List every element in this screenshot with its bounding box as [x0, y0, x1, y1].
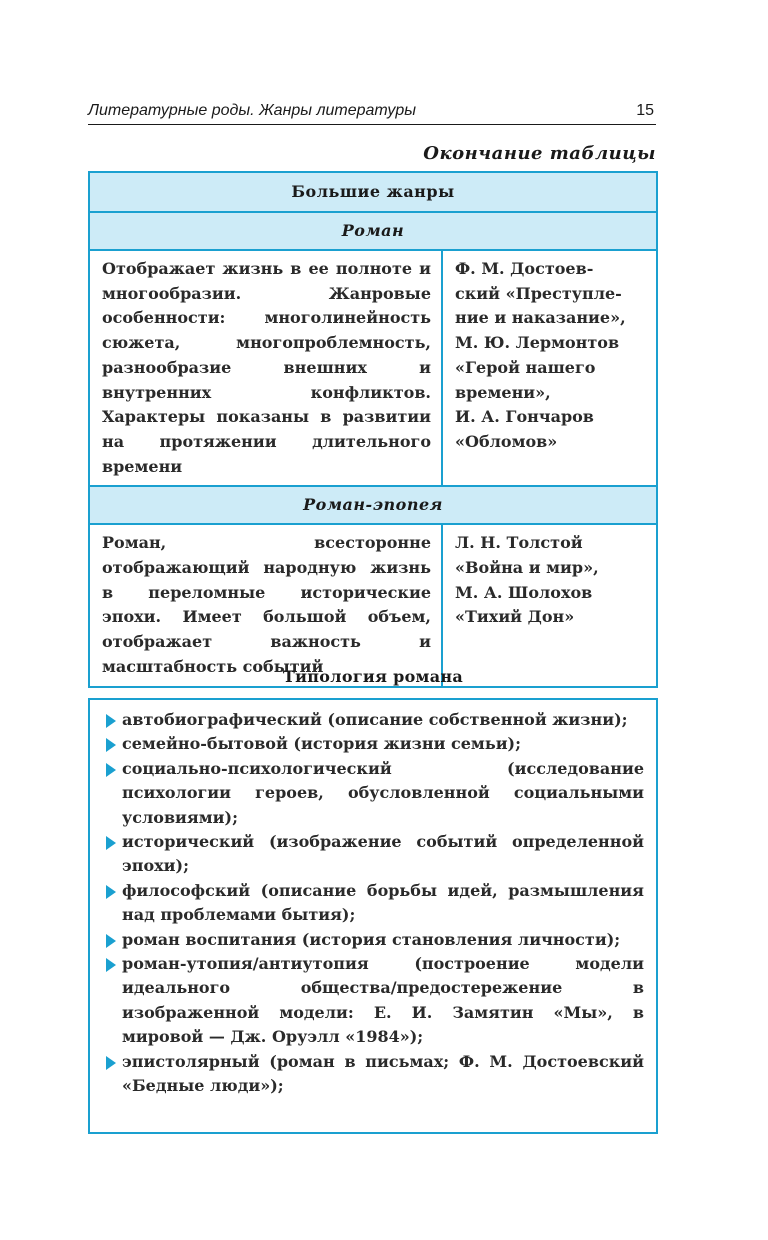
genre-heading-novel: Роман — [90, 213, 656, 251]
list-item-text: социально-психологический (исследование психологии героев, обусловленной социальными условиями); — [122, 758, 644, 827]
table-caption: Окончание таблицы — [423, 143, 656, 164]
typology-box — [88, 698, 658, 1134]
list-item — [106, 928, 644, 952]
author-line: ние и наказание», — [455, 308, 626, 328]
genre-table — [88, 171, 658, 688]
typology-list — [106, 708, 644, 1099]
triangle-bullet-icon — [106, 885, 116, 899]
author-line: Ф. М. Достоев- — [455, 259, 594, 278]
epic-novel-authors — [443, 525, 656, 685]
list-item-text: семейно-бытовой (история жизни семьи); — [122, 734, 522, 754]
triangle-bullet-icon — [106, 934, 116, 948]
table-main-heading: Большие жанры — [90, 173, 656, 213]
triangle-bullet-icon — [106, 1056, 116, 1070]
epic-novel-description: Роман, всесторонне отображающий народную жизнь в переломные исторические эпохи. Имеет большой объем, отображает важность и масштабность событий — [90, 525, 443, 685]
author-line: «Тихий Дон» — [455, 607, 575, 627]
author-line: «Обломов» — [455, 431, 558, 451]
page-number: 15 — [636, 102, 654, 119]
list-item — [106, 952, 644, 1050]
triangle-bullet-icon — [106, 958, 116, 972]
triangle-bullet-icon — [106, 738, 116, 752]
author-line: М. А. Шолохов — [455, 582, 593, 602]
list-item — [106, 732, 644, 756]
list-item-text: автобиографический (описание собственной жизни); — [122, 710, 628, 729]
list-item-text: эпистолярный (роман в письмах; Ф. М. Достоевский «Бедные люди»); — [122, 1051, 644, 1096]
list-item — [106, 830, 644, 879]
list-item — [106, 1050, 644, 1099]
list-item — [106, 708, 644, 732]
novel-authors — [443, 251, 656, 485]
author-line: М. Ю. Лермонтов — [455, 333, 620, 353]
author-line: «Война и мир», — [455, 558, 599, 578]
author-line: времени», — [455, 382, 551, 402]
author-line: «Герой нашего — [455, 357, 596, 377]
list-item-text: исторический (изображение событий определенной эпохи); — [122, 832, 644, 876]
author-line: И. А. Гончаров — [455, 407, 594, 427]
novel-description: Отображает жизнь в ее полноте и многообразии. Жанровые особенности: многолинейность сюжета, многопроблемность, разнообразие внешних и внутренних конфликтов. Характеры показаны в развитии на протяжении длительного времени — [90, 251, 443, 485]
running-title: Литературные роды. Жанры литературы — [88, 102, 417, 119]
running-head — [88, 102, 656, 125]
list-item — [106, 757, 644, 830]
triangle-bullet-icon — [106, 763, 116, 777]
table-row-epic-novel — [90, 525, 656, 685]
list-item-text: роман-утопия/антиутопия (построение модели идеального общества/предостережение в изображенной модели: Е. И. Замятин «Мы», в мировой — Дж. Оруэлл «1984»); — [122, 954, 644, 1047]
list-item-text: философский (описание борьбы идей, размышления над проблемами бытия); — [122, 880, 644, 925]
triangle-bullet-icon — [106, 836, 116, 850]
triangle-bullet-icon — [106, 714, 116, 728]
typology-heading: Типология романа — [282, 667, 464, 686]
list-item-text: роман воспитания (история становления личности); — [122, 929, 621, 949]
author-line: Л. Н. Толстой — [455, 533, 583, 553]
table-row-novel — [90, 251, 656, 487]
author-line: ский «Преступле- — [455, 283, 622, 303]
genre-heading-epic-novel: Роман-эпопея — [90, 487, 656, 525]
list-item — [106, 879, 644, 928]
